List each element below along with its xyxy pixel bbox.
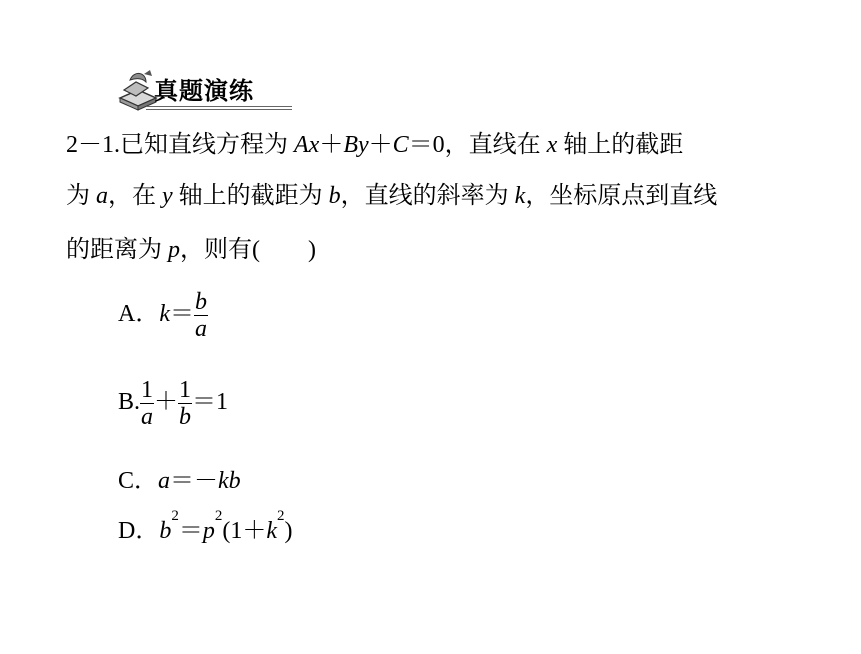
section-banner	[116, 68, 286, 114]
question-line-2: 为 a，在 y 轴上的截距为 b，直线的斜率为 k，坐标原点到直线	[66, 183, 718, 209]
option-d: D．$b^2=p^2(1+k^2)$	[118, 508, 293, 544]
option-c: C．a＝－kb	[118, 468, 241, 494]
fraction-b-over-a: $\frac{b}{a}$	[195, 289, 207, 342]
fraction-1-over-b: $\frac{1}{b}$	[179, 377, 192, 430]
banner-title: 真题演练	[146, 76, 292, 110]
option-b: B. $\frac{1}{a}$ ＋ $\frac{1}{b}$ ＝1	[118, 377, 229, 430]
fraction-1-over-a: $\frac{1}{a}$	[141, 377, 154, 430]
option-a: A．k＝ $\frac{b}{a}$	[118, 289, 207, 342]
question-line-3: 的距离为 p，则有( )	[66, 237, 316, 263]
question-line-1: 2－1.已知直线方程为 Ax＋By＋C＝0，直线在 x 轴上的截距	[66, 132, 684, 158]
